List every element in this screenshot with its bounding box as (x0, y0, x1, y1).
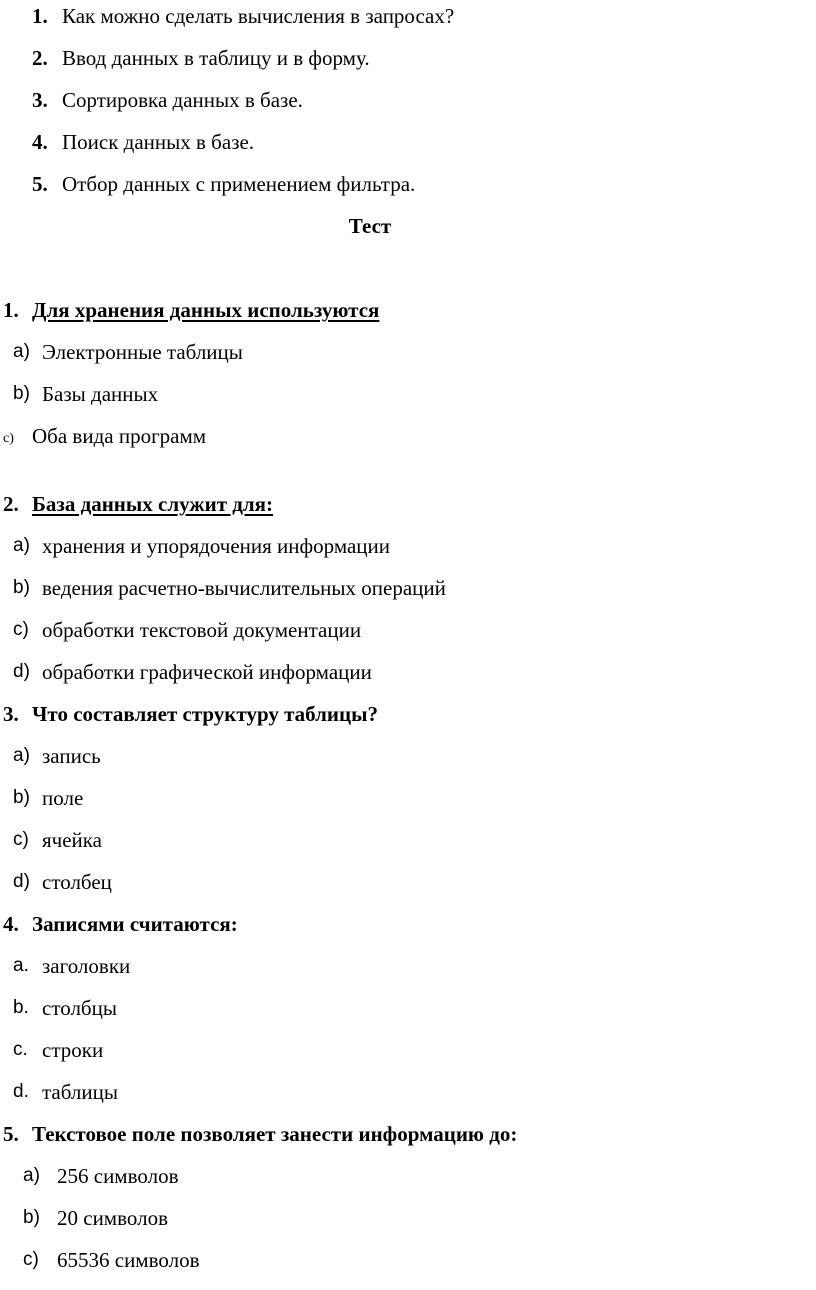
option-label: a. (13, 955, 29, 976)
list-item-number: 2. (32, 46, 48, 70)
list-item-text: Ввод данных в таблицу и в форму. (62, 46, 370, 70)
option-text: заголовки (42, 954, 131, 978)
option-label: a) (13, 535, 30, 556)
question-number: 5. (3, 1122, 19, 1146)
question-number: 3. (3, 702, 19, 726)
list-item-number: 4. (32, 130, 48, 154)
question-number: 4. (3, 912, 19, 936)
option-label: c) (3, 431, 14, 446)
question-text: Текстовое поле позволяет занести информацию до: (32, 1122, 518, 1146)
option-text: ведения расчетно-вычислительных операций (42, 576, 446, 600)
option-label: b) (23, 1207, 40, 1228)
question-text: База данных служит для: (32, 492, 274, 516)
option-label: b. (13, 997, 29, 1018)
option-text: обработки графической информации (42, 660, 372, 684)
option-label: d. (13, 1081, 29, 1102)
option-label: b) (13, 383, 30, 404)
option-text: Оба вида программ (32, 424, 207, 448)
option-label: a) (13, 341, 30, 362)
test-title: Тест (348, 214, 392, 238)
option-text: строки (42, 1038, 104, 1062)
option-text: столбец (42, 870, 112, 894)
option-label: d) (13, 871, 30, 892)
list-item-number: 5. (32, 172, 48, 196)
question-text: Что составляет структуру таблицы? (32, 702, 379, 726)
option-label: a) (13, 745, 30, 766)
option-text: ячейка (42, 828, 102, 852)
list-item-text: Как можно сделать вычисления в запросах? (62, 4, 455, 28)
option-label: a) (23, 1165, 40, 1186)
option-label: b) (13, 787, 30, 808)
option-label: c) (23, 1249, 39, 1270)
option-text: запись (42, 744, 101, 768)
option-label: c) (13, 619, 29, 640)
option-text: Электронные таблицы (42, 340, 243, 364)
option-text: хранения и упорядочения информации (42, 534, 391, 558)
option-text: обработки текстовой документации (42, 618, 362, 642)
option-text: 256 символов (57, 1164, 179, 1188)
option-label: b) (13, 577, 30, 598)
question-text: Для хранения данных используются (32, 298, 380, 322)
question-number: 2. (3, 492, 19, 516)
list-item-text: Поиск данных в базе. (62, 130, 255, 154)
option-text: столбцы (42, 996, 117, 1020)
list-item-text: Отбор данных с применением фильтра. (62, 172, 416, 196)
option-text: таблицы (42, 1080, 118, 1104)
option-text: Базы данных (42, 382, 159, 406)
option-text: 65536 символов (57, 1248, 200, 1272)
question-text: Записями считаются: (32, 912, 238, 936)
list-item-text: Сортировка данных в базе. (62, 88, 303, 112)
list-item-number: 3. (32, 88, 48, 112)
option-label: c) (13, 829, 29, 850)
option-text: 20 символов (57, 1206, 168, 1230)
option-label: c. (13, 1039, 28, 1060)
question-number: 1. (3, 298, 19, 322)
option-text: поле (42, 786, 84, 810)
option-label: d) (13, 661, 30, 682)
list-item-number: 1. (32, 4, 48, 28)
